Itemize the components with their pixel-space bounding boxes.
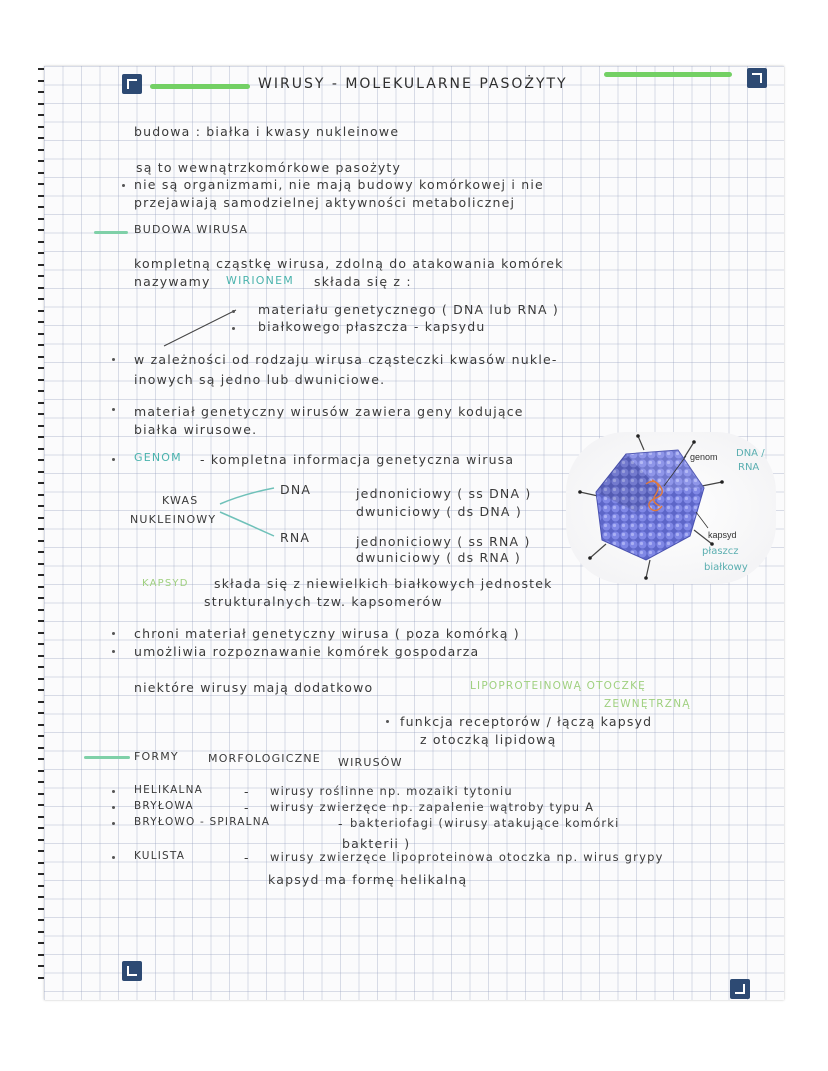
genom-definition: - kompletna informacja genetyczna wirusa bbox=[200, 452, 515, 467]
title-highlight-left bbox=[150, 84, 250, 89]
label-genom-note-1: DNA / bbox=[736, 448, 765, 459]
budowa-line-2a: nazywamy bbox=[134, 274, 211, 289]
section-marker bbox=[94, 231, 128, 234]
section-heading-budowa: BUDOWA WIRUSA bbox=[134, 223, 249, 236]
bullet bbox=[112, 856, 115, 859]
bullet bbox=[112, 650, 115, 653]
kapsyd-line-2: strukturalnych tzw. kapsomerów bbox=[204, 594, 443, 609]
formy-heading-c: WIRUSÓW bbox=[338, 756, 403, 769]
label-kapsyd-note-1: płaszcz bbox=[702, 546, 739, 557]
connector-line bbox=[160, 300, 240, 350]
section-marker bbox=[84, 756, 130, 759]
kwas-label-2: NUKLEINOWY bbox=[130, 513, 217, 526]
corner-marker-bottom-right bbox=[730, 979, 750, 999]
kapsyd-bullet-1: chroni materiał genetyczny wirusa ( poza komórką ) bbox=[134, 626, 520, 641]
intro-line-1: są to wewnątrzkomórkowe pasożyty bbox=[136, 160, 402, 175]
dna-type-2: dwuniciowy ( ds DNA ) bbox=[356, 504, 522, 519]
kapsyd-line-1: składa się z niewielkich białkowych jednostek bbox=[214, 576, 553, 591]
bullet bbox=[112, 408, 115, 411]
intro-line-3: przejawiają samodzielnej aktywności metabolicznej bbox=[134, 195, 516, 210]
budowa-line-1: kompletną cząstkę wirusa, zdolną do atakowania komórek bbox=[134, 256, 564, 271]
label-genom: genom bbox=[690, 452, 718, 462]
formy-row-4-continuation: kapsyd ma formę helikalną bbox=[268, 872, 468, 887]
forma-description: wirusy zwierzęce np. zapalenie wątroby typu A bbox=[270, 800, 595, 814]
otoczka-detail-1: funkcja receptorów / łączą kapsyd bbox=[400, 714, 653, 729]
genom-term: GENOM bbox=[134, 451, 182, 464]
forma-name: BRYŁOWA bbox=[134, 800, 194, 812]
label-kapsyd-note-2: białkowy bbox=[704, 562, 748, 573]
page-title: WIRUSY - MOLEKULARNE PASOŻYTY bbox=[258, 76, 568, 92]
corner-marker-top-left bbox=[122, 74, 142, 94]
forma-name: KULISTA bbox=[134, 850, 186, 862]
wirion-term: WIRIONEM bbox=[226, 274, 294, 287]
forma-dash: - bbox=[244, 800, 250, 815]
dna-type-1: jednoniciowy ( ss DNA ) bbox=[356, 486, 532, 501]
rna-type-2: dwuniciowy ( ds RNA ) bbox=[356, 550, 521, 565]
forma-name: BRYŁOWO - SPIRALNA bbox=[134, 816, 271, 828]
bullet bbox=[112, 790, 115, 793]
formy-row-3-continuation: bakterii ) bbox=[342, 836, 411, 851]
budowa-p2-line-1: materiał genetyczny wirusów zawiera geny kodujące bbox=[134, 404, 524, 419]
forma-dash: - bbox=[338, 816, 344, 831]
kapsyd-bullet-2: umożliwia rozpoznawanie komórek gospodarza bbox=[134, 644, 480, 659]
intro-line-2: nie są organizmami, nie mają budowy komórkowej i nie bbox=[134, 177, 544, 192]
bullet bbox=[232, 310, 235, 313]
otoczka-line-a: niektóre wirusy mają dodatkowo bbox=[134, 680, 374, 695]
forma-dash: - bbox=[244, 784, 250, 799]
otoczka-term: LIPOPROTEINOWĄ OTOCZKĘ bbox=[470, 680, 646, 692]
budowa-p2-line-2: białka wirusowe. bbox=[134, 422, 258, 437]
bullet bbox=[122, 184, 125, 187]
bullet bbox=[112, 806, 115, 809]
bullet bbox=[232, 327, 235, 330]
budowa-line: budowa : białka i kwasy nukleinowe bbox=[134, 124, 400, 139]
forma-dash: - bbox=[244, 850, 250, 865]
label-kapsyd: kapsyd bbox=[708, 530, 737, 540]
bullet bbox=[112, 632, 115, 635]
dna-label: DNA bbox=[280, 482, 312, 497]
title-highlight-right bbox=[604, 72, 732, 77]
rna-type-1: jednoniciowy ( ss RNA ) bbox=[356, 534, 531, 549]
bullet bbox=[112, 822, 115, 825]
otoczka-detail-2: z otoczką lipidową bbox=[420, 732, 557, 747]
virus-diagram bbox=[566, 432, 776, 584]
formy-heading-a: FORMY bbox=[134, 750, 179, 763]
budowa-line-2c: składa się z : bbox=[314, 274, 412, 289]
forma-description: bakteriofagi (wirusy atakujące komórki bbox=[350, 816, 620, 830]
corner-marker-top-right bbox=[747, 68, 767, 88]
budowa-p1-line-2: inowych są jedno lub dwuniciowe. bbox=[134, 372, 386, 387]
forma-name: HELIKALNA bbox=[134, 784, 204, 796]
corner-marker-bottom-left bbox=[122, 961, 142, 981]
kwas-branch-lines bbox=[218, 484, 278, 544]
bullet bbox=[386, 720, 389, 723]
forma-description: wirusy roślinne np. mozaiki tytoniu bbox=[270, 784, 513, 798]
label-genom-note-2: RNA bbox=[738, 462, 760, 473]
budowa-p1-line-1: w zależności od rodzaju wirusa cząsteczki kwasów nukle- bbox=[134, 352, 558, 367]
rna-label: RNA bbox=[280, 530, 311, 545]
formy-heading-b: MORFOLOGICZNE bbox=[208, 752, 321, 765]
bullet bbox=[112, 458, 115, 461]
forma-description: wirusy zwierzęce lipoproteinowa otoczka np. wirus grypy bbox=[270, 850, 664, 864]
kapsyd-term: KAPSYD bbox=[142, 578, 189, 589]
kwas-label-1: KWAS bbox=[162, 494, 199, 507]
budowa-item-1: materiału genetycznego ( DNA lub RNA ) bbox=[258, 302, 559, 317]
otoczka-term-2: ZEWNĘTRZNĄ bbox=[604, 698, 691, 710]
budowa-item-2: białkowego płaszcza - kapsydu bbox=[258, 319, 486, 334]
bullet bbox=[112, 358, 115, 361]
